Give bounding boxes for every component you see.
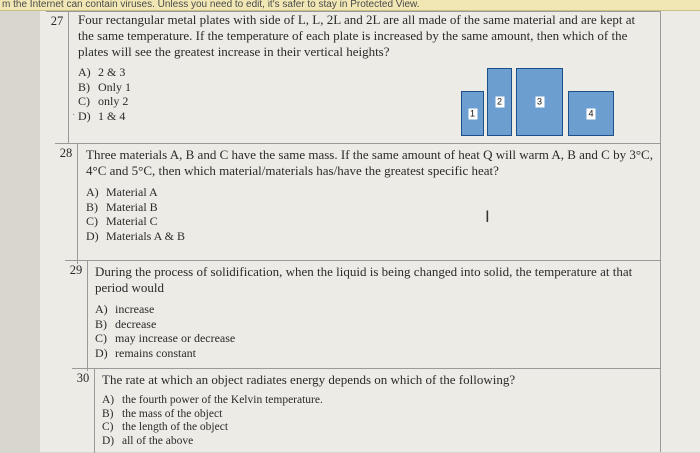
option-b: B) the mass of the object (102, 407, 223, 420)
protected-view-banner (0, 0, 700, 11)
option-b: B) Material B (86, 199, 158, 214)
plate-1: 1 (461, 91, 484, 136)
option-d: D) Materials A & B (86, 228, 185, 243)
margin-mark: · (72, 110, 76, 121)
options-list (95, 302, 655, 360)
question-number: 29 (69, 263, 83, 277)
option-a: A) the fourth power of the Kelvin temperature. (102, 394, 323, 406)
option-c: C) the length of the object (102, 421, 229, 433)
options-list (102, 394, 655, 448)
option-d: D) 1 & 4 (78, 108, 126, 123)
question-stem: During the process of solidification, when the liquid is being changed into solid, the temperature at that period would (95, 264, 633, 295)
plate-4: 4 (568, 91, 614, 136)
question-28 (55, 143, 661, 264)
option-c: C) Material C (86, 214, 158, 228)
option-a: A) increase (95, 302, 155, 316)
option-b: B) decrease (95, 316, 157, 331)
option-a: A) Material A (86, 185, 158, 199)
option-d: D) remains constant (95, 345, 196, 360)
plate-2: 2 (487, 68, 512, 136)
option-c: C) may increase or decrease (95, 331, 236, 345)
question-27 (46, 11, 661, 144)
divider (68, 12, 69, 144)
question-29 (65, 260, 661, 371)
text-cursor-icon: I (485, 207, 490, 226)
question-number: 30 (76, 371, 90, 385)
options-list (78, 65, 653, 123)
divider (77, 144, 78, 264)
plate-3: 3 (516, 68, 563, 136)
question-stem: Three materials A, B and C have the same mass. If the same amount of heat Q will warm A, B and C by 3°C, 4°C and 5°C, then which material/materials has/have the greatest specific heat? (86, 147, 653, 178)
question-stem: The rate at which an object radiates energy depends on which of the following? (102, 372, 516, 387)
divider (87, 261, 88, 371)
option-b: B) Only 1 (78, 79, 131, 94)
divider (94, 369, 95, 453)
option-d: D) all of the above (102, 434, 194, 447)
question-number: 27 (50, 14, 64, 28)
question-30 (72, 368, 661, 453)
banner-text: m the Internet can contain viruses. Unless you need to edit, it's safer to stay in Protected View. (2, 0, 420, 10)
options-list (86, 185, 655, 243)
question-stem: Four rectangular metal plates with side of L, L, 2L and 2L are all made of the same material and are kept at the same temperature. If the temperature of each plate is increased by the same amount, then which of the plates will see the greatest increase in their vertical heights? (78, 12, 636, 59)
option-a: A) 2 & 3 (78, 65, 126, 79)
question-number: 28 (59, 146, 73, 160)
document-page (40, 11, 700, 452)
option-c: C) only 2 (78, 94, 129, 108)
